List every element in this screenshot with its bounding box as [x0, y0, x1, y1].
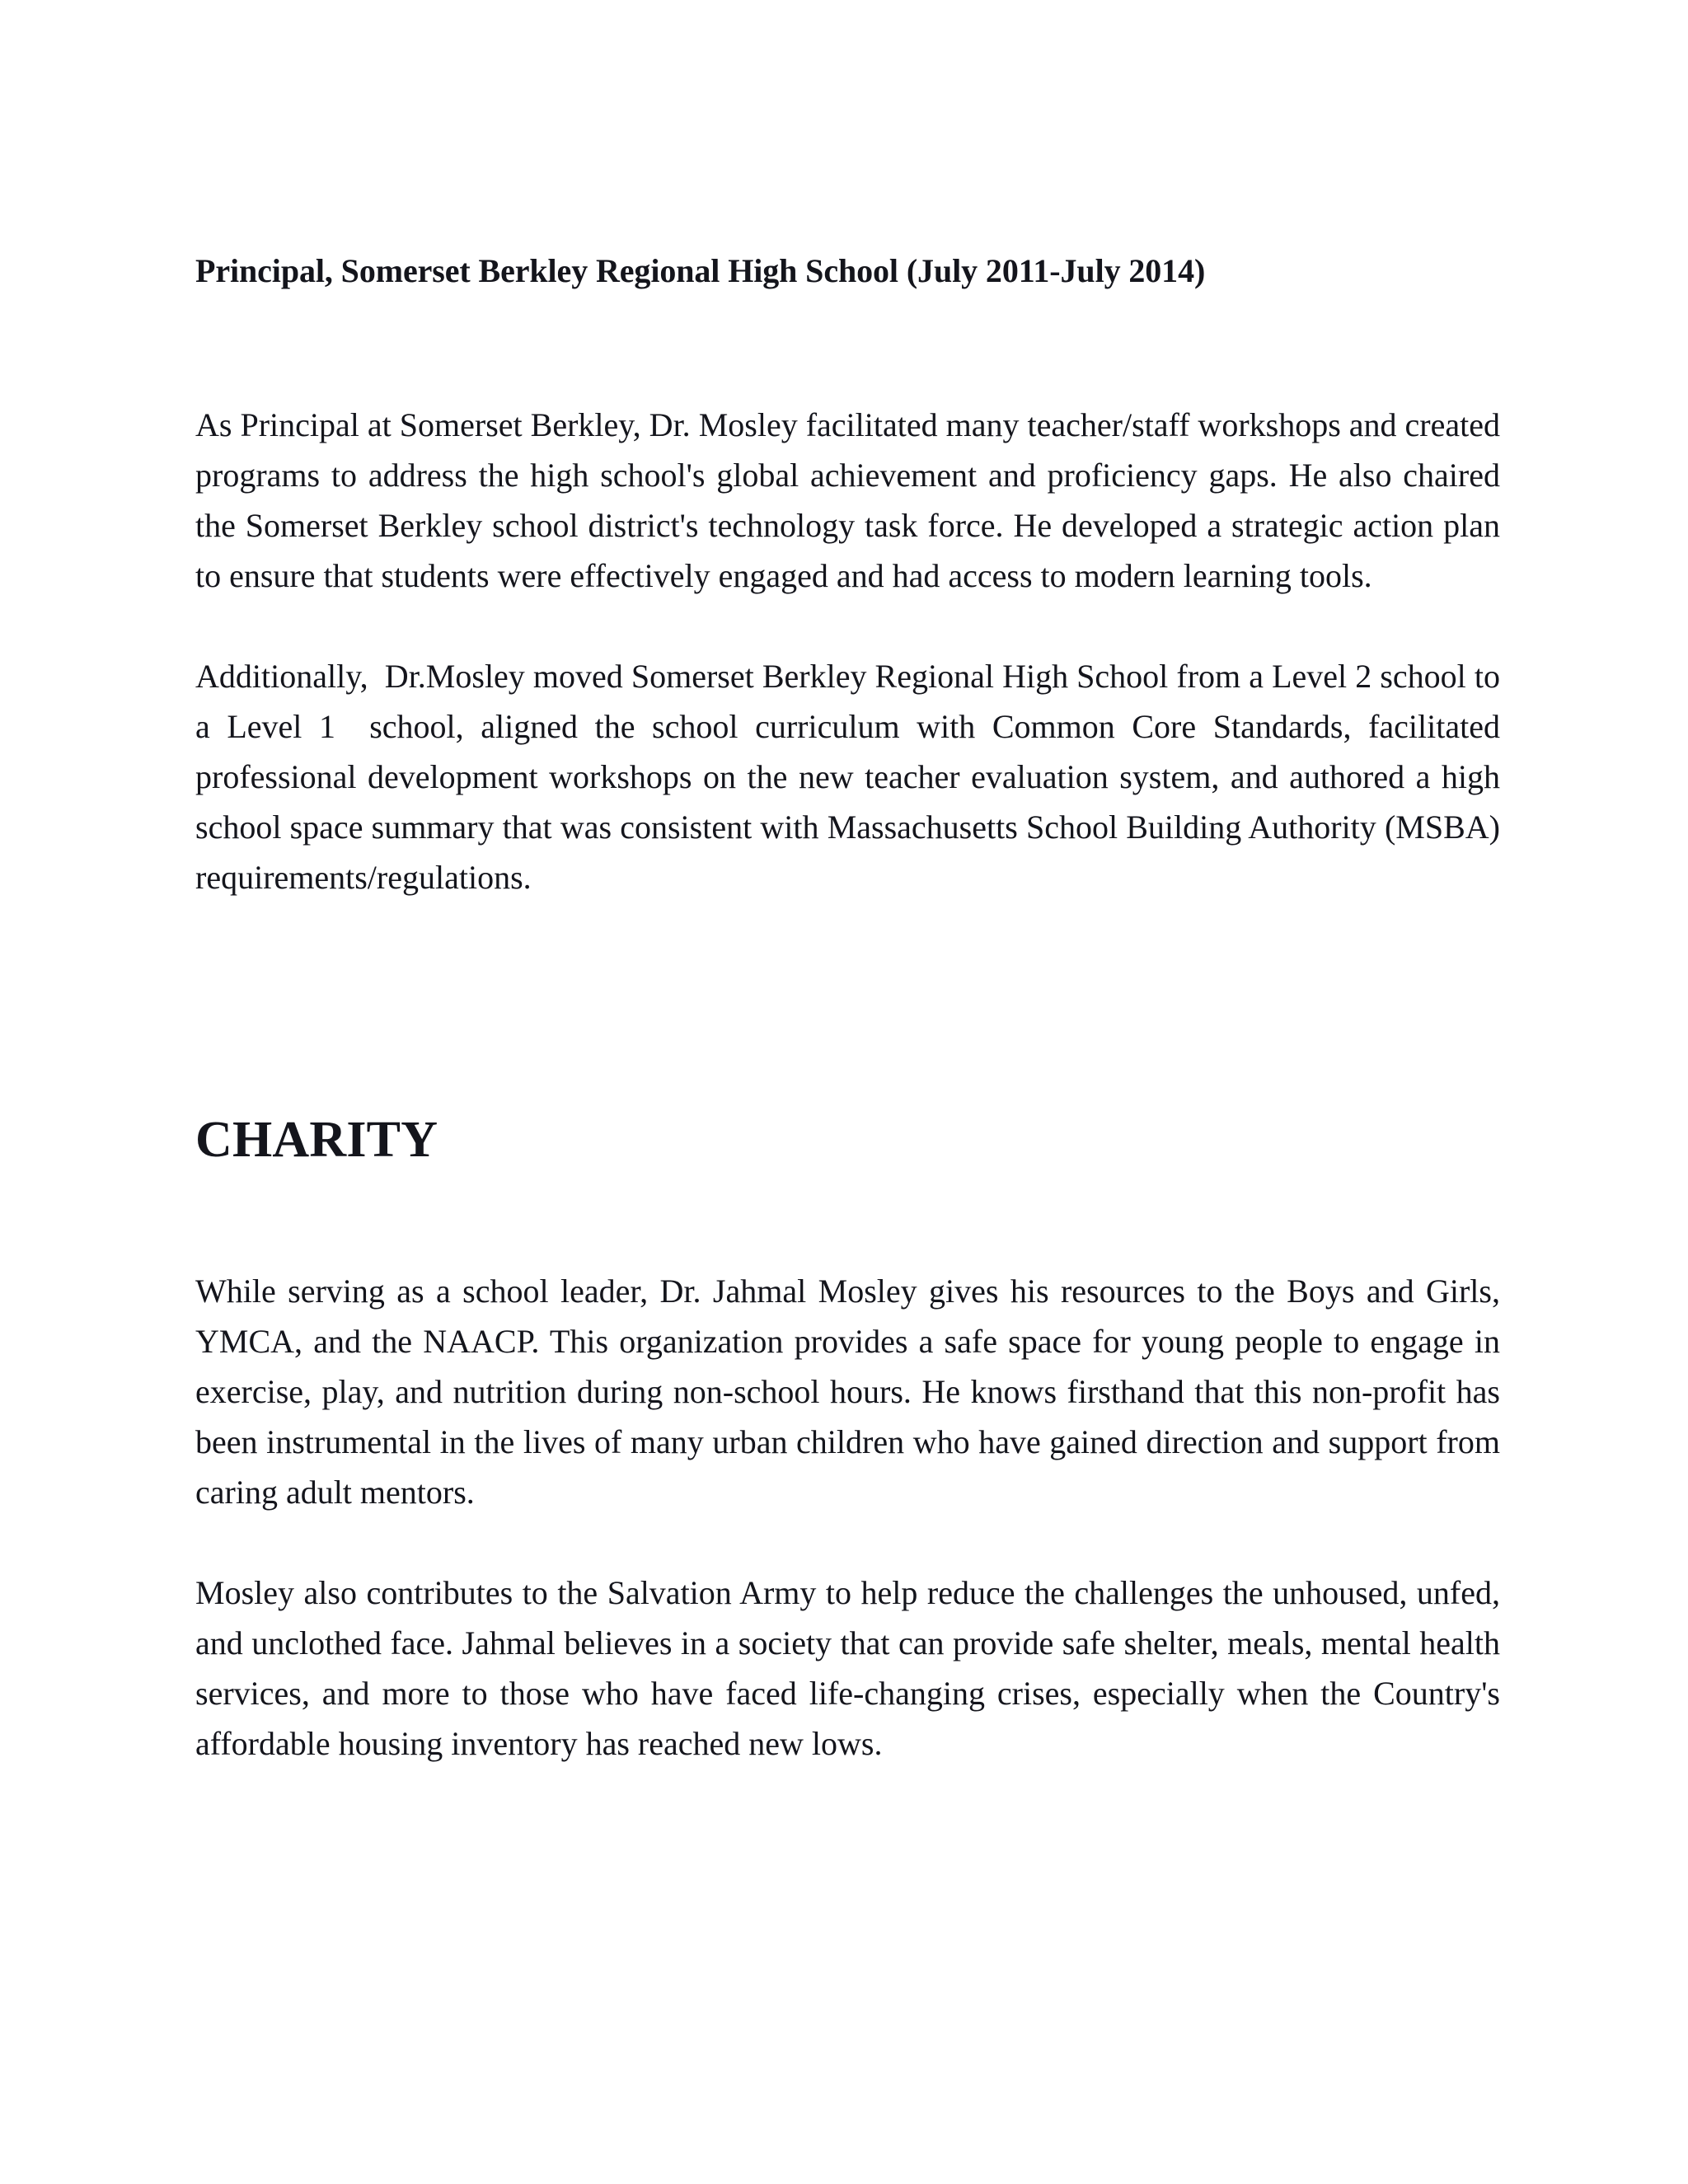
paragraph-charity-salvation-army: Mosley also contributes to the Salvation Army to help reduce the challenges the unhoused, unfed, and unclothed face. Jahmal believes in a society that can provide safe shelter, meals, mental health services, and more to those who have faced life-changing crises, especially when the Country's affordable housing inventory has reached new lows. — [195, 1574, 1508, 1762]
spacer-between-charity-paragraphs — [195, 1517, 1500, 1568]
spacer-below-charity-heading — [195, 1169, 1500, 1266]
paragraph-principal-achievements: Additionally, Dr.Mosley moved Somerset Berkley Regional High School from a Level 2 school to a Level 1 school, aligned the school curriculum with Common Core Standards, facilitated professional development workshops on the new teacher evaluation system, and authored a high school space summary that was consistent with Massachusetts School Building Authority (MSBA) requirements/regulations. — [195, 658, 1508, 896]
spacer-before-charity-heading — [195, 902, 1500, 1111]
section-heading-principal-role: Principal, Somerset Berkley Regional High School (July 2011-July 2014) — [195, 252, 1206, 289]
top-margin-spacer — [195, 0, 1500, 246]
spacer-below-principal-heading — [195, 296, 1500, 400]
section-heading-charity: CHARITY — [195, 1112, 438, 1168]
document-body — [195, 0, 1508, 1769]
paragraph-principal-overview: As Principal at Somerset Berkley, Dr. Mosley facilitated many teacher/staff workshops and created programs to address the high school's global achievement and proficiency gaps. He also chaired the Somerset Berkley school district's technology task force. He developed a strategic action plan to ensure that students were effectively engaged and had access to modern learning tools. — [195, 406, 1508, 594]
spacer-between-principal-paragraphs — [195, 601, 1500, 651]
paragraph-charity-organizations: While serving as a school leader, Dr. Jahmal Mosley gives his resources to the Boys and Girls, YMCA, and the NAACP. This organization provides a safe space for young people to engage in exercise, play, and nutrition during non-school hours. He knows firsthand that this non-profit has been instrumental in the lives of many urban children who have gained direction and support from caring adult mentors. — [195, 1272, 1508, 1511]
